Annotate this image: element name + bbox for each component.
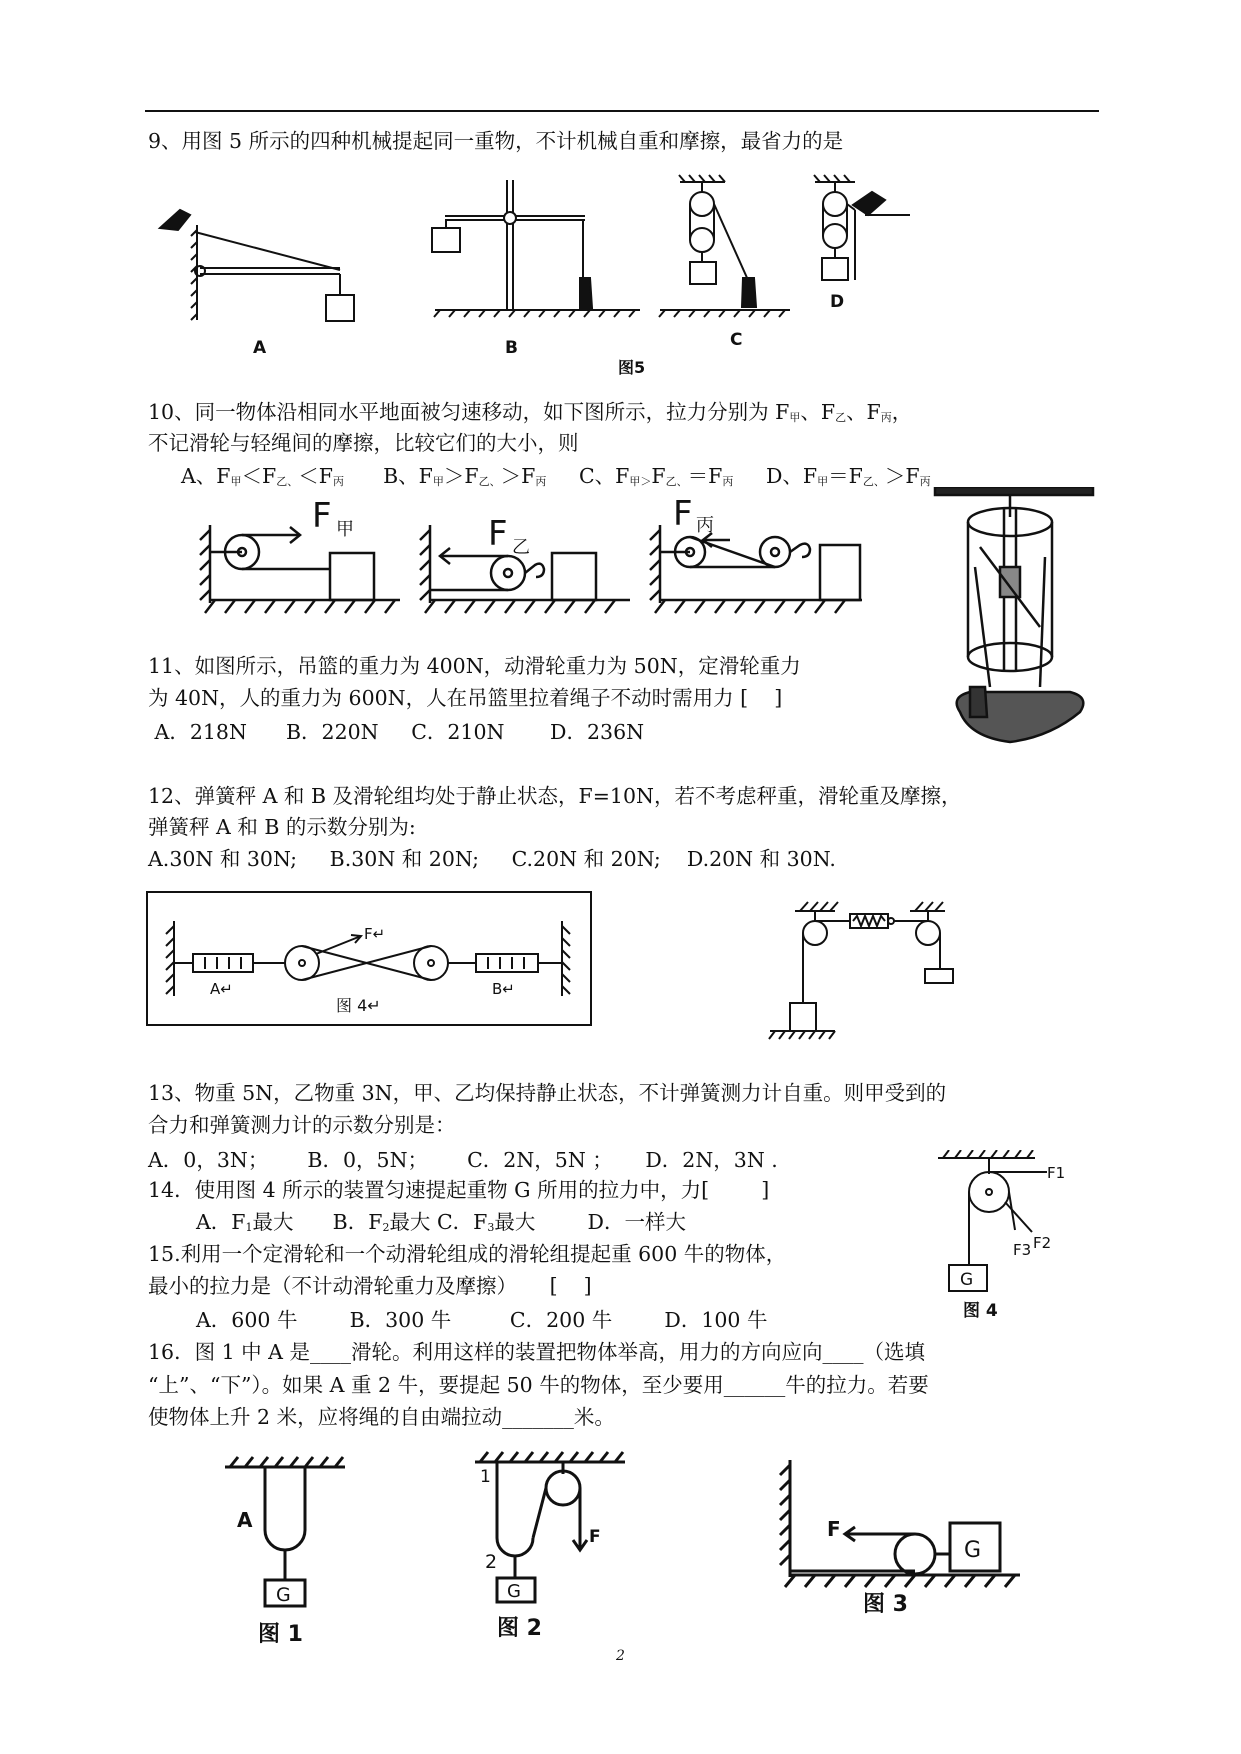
q11-line2: 为 40N，人的重力为 600N，人在吊篮里拉着绳子不动时需用力 [ ] (148, 686, 783, 710)
svg-text:F: F (589, 1527, 601, 1547)
q11-options: A．218N B．220N C．210N D．236N (148, 720, 645, 744)
svg-text:图 4: 图 4 (963, 1301, 998, 1320)
svg-text:G: G (276, 1584, 291, 1606)
svg-text:F: F (312, 496, 332, 536)
svg-text:F: F (827, 1517, 841, 1541)
q12-spring-figure (765, 899, 965, 1055)
q10-options (181, 461, 931, 497)
q12-options: A.30N 和 30N; B.30N 和 20N; C.20N 和 20N; D.20N 和 30N. (148, 847, 836, 871)
fig5-b (432, 180, 640, 317)
q15-options: A．600 牛 B．300 牛 C．200 牛 D．100 牛 (196, 1308, 768, 1332)
q10-figures (190, 495, 870, 620)
q16-line1: 16．图 1 中 A 是____滑轮。利用这样的装置把物体举高，用力的方向应向____（选填 (148, 1340, 925, 1364)
q16-line2: “上”、“下”）。如果 A 重 2 牛，要提起 50 牛的物体，至少要用______牛的拉力。若要 (148, 1373, 929, 1397)
svg-text:图 1: 图 1 (258, 1622, 303, 1647)
svg-text:2: 2 (485, 1551, 498, 1573)
q12-figure-4 (146, 891, 594, 1027)
svg-text:B: B (505, 338, 518, 358)
q15-line1: 15.利用一个定滑轮和一个动滑轮组成的滑轮组提起重 600 牛的物体， (148, 1242, 787, 1266)
header-rule (145, 110, 1099, 112)
figure-5 (150, 170, 980, 380)
q16-figure-3 (775, 1455, 1035, 1625)
svg-text:F↵: F↵ (364, 925, 386, 943)
fig5-a (160, 210, 354, 321)
q10-option-a: A、F甲＜F乙、＜F丙 (181, 464, 344, 488)
svg-text:丙: 丙 (696, 515, 714, 536)
fig5-c (659, 175, 790, 317)
svg-text:图 3: 图 3 (863, 1592, 908, 1617)
q16-line3: 使物体上升 2 米，应将绳的自由端拉动_______米。 (148, 1405, 615, 1429)
q10-line2: 不记滑轮与轻绳间的摩擦，比较它们的大小，则 (148, 431, 579, 455)
q15-line2: 最小的拉力是（不计动滑轮重力及摩擦） [ ] (148, 1274, 592, 1298)
q10-option-c: C、F甲＞F乙、＝F丙 (578, 464, 734, 488)
svg-text:F: F (673, 495, 693, 534)
svg-text:C: C (730, 330, 743, 350)
q12-line1: 12、弹簧秤 A 和 B 及滑轮组均处于静止状态，F=10N，若不考虑秤重，滑轮重及摩擦， (148, 784, 962, 808)
q10-option-d: D、F甲＝F乙、＞F丙 (765, 464, 931, 488)
svg-text:F3: F3 (1013, 1241, 1032, 1259)
svg-text:G: G (964, 1538, 982, 1563)
svg-text:G: G (960, 1270, 974, 1290)
q11-basket-figure (930, 487, 1098, 769)
svg-text:图 4↵: 图 4↵ (336, 996, 381, 1015)
q12-line2: 弹簧秤 A 和 B 的示数分别为: (148, 815, 416, 839)
svg-text:D: D (830, 292, 845, 312)
svg-text:A↵: A↵ (210, 980, 233, 998)
q14-options: A．F1最大 B．F2最大 C．F3最大 D．一样大 (196, 1210, 686, 1234)
q16-figure-2 (465, 1450, 635, 1650)
page-number: 2 (616, 1648, 625, 1664)
svg-text:图5: 图5 (618, 358, 646, 377)
svg-text:乙: 乙 (512, 537, 530, 558)
svg-text:甲: 甲 (336, 519, 354, 540)
svg-text:A: A (237, 1508, 253, 1532)
q14-figure-4 (935, 1150, 1085, 1320)
svg-text:A: A (253, 338, 267, 358)
svg-text:F1: F1 (1047, 1164, 1066, 1182)
svg-text:F: F (488, 514, 508, 554)
svg-text:1: 1 (480, 1467, 491, 1487)
svg-text:F2: F2 (1033, 1234, 1052, 1252)
q14-line1: 14．使用图 4 所示的装置匀速提起重物 G 所用的拉力中，力[ ] (148, 1178, 770, 1202)
svg-text:B↵: B↵ (492, 980, 515, 998)
q11-line1: 11、如图所示，吊篮的重力为 400N，动滑轮重力为 50N，定滑轮重力 (148, 654, 801, 678)
q9-text: 9、用图 5 所示的四种机械提起同一重物，不计机械自重和摩擦，最省力的是 (148, 129, 844, 153)
q13-options: A．0，3N； B．0，5N； C．2N，5N ； D．2N，3N . (148, 1148, 778, 1172)
q13-line1: 13、物重 5N，乙物重 3N，甲、乙均保持静止状态，不计弹簧测力计自重。则甲受到的 (148, 1081, 947, 1105)
svg-text:图 2: 图 2 (497, 1616, 542, 1641)
svg-text:G: G (507, 1581, 521, 1602)
q10-line1: 10、同一物体沿相同水平地面被匀速移动，如下图所示，拉力分别为 F甲、F乙、F丙， (148, 400, 913, 424)
q16-figure-1 (220, 1455, 360, 1655)
fig5-d (814, 175, 910, 280)
q10-option-b: B、F甲＞F乙、＞F丙 (383, 464, 547, 488)
q13-line2: 合力和弹簧测力计的示数分别是： (148, 1113, 456, 1137)
